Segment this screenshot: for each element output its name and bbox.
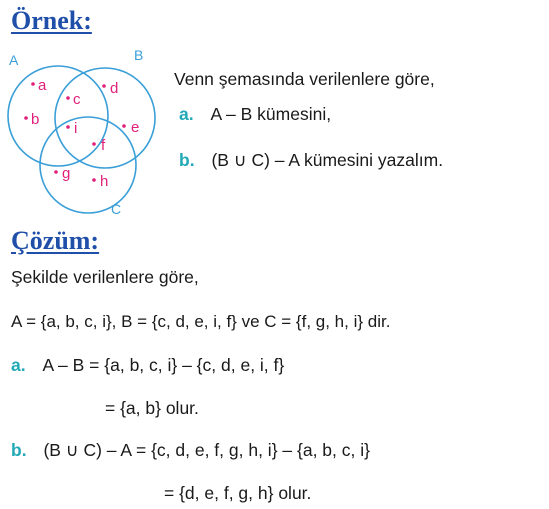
solution-a-line1: A – B = {a, b, c, i} – {c, d, e, i, f} [42,355,285,375]
solution-heading: Çözüm: [11,226,100,255]
element-dot [24,116,28,120]
element-f: f [101,137,106,154]
set-b-label: B [134,47,144,63]
solution-a [11,355,284,376]
element-b: b [31,111,40,128]
task-a-label: a. [179,104,194,124]
element-a: a [38,77,47,94]
solution-a-label: a. [11,355,26,375]
task-b [179,150,443,171]
element-dot [122,124,126,128]
venn-diagram [0,38,170,223]
element-c: c [73,91,81,108]
element-h: h [100,173,109,190]
task-a [179,104,331,125]
set-a-label: A [9,52,19,68]
task-b-text: (B ∪ C) – A kümesini yazalım. [211,150,444,170]
element-dot [92,142,96,146]
element-i: i [74,120,78,137]
element-g: g [62,165,71,182]
solution-a-line2: = {a, b} olur. [105,398,199,418]
set-a-circle [8,66,108,166]
solution-b-line2: = {d, e, f, g, h} olur. [164,483,312,503]
task-b-label: b. [179,150,195,170]
solution-b [11,440,370,461]
element-dot [54,170,58,174]
example-heading: Örnek: [11,6,92,35]
element-e: e [131,119,140,136]
element-dot [31,82,35,86]
sets-line: A = {a, b, c, i}, B = {c, d, e, i, f} ve C = {f, g, h, i} dir. [11,312,391,331]
solution-b-label: b. [11,440,27,460]
element-dot [66,125,70,129]
solution-b-line1: (B ∪ C) – A = {c, d, e, f, g, h, i} – {a, b, c, i} [43,440,370,460]
element-dot [92,178,96,182]
element-d: d [110,80,119,97]
example-intro: Venn şemasında verilenlere göre, [174,69,435,89]
element-dot [66,96,70,100]
solution-intro: Şekilde verilenlere göre, [11,267,199,287]
set-c-label: C [111,201,122,217]
element-dot [102,84,106,88]
task-a-text: A – B kümesini, [210,104,332,124]
